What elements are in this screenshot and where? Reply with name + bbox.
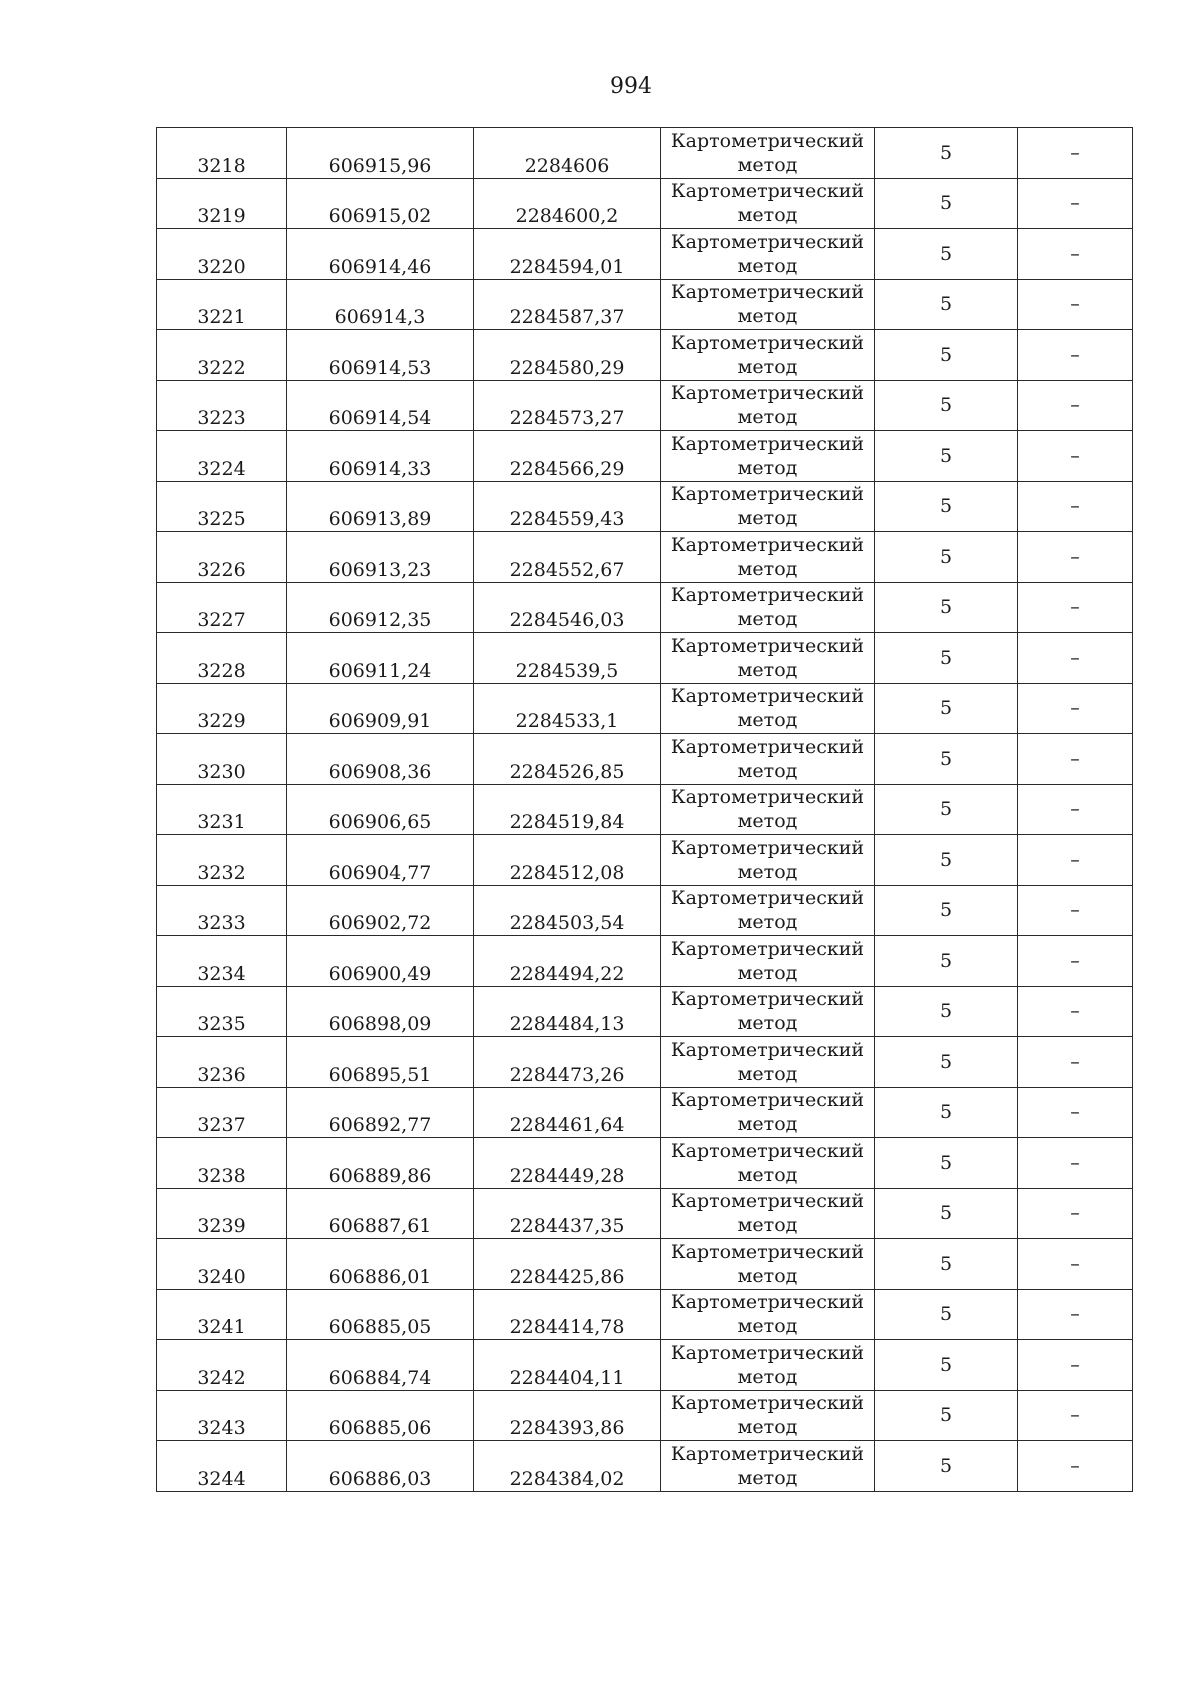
method-cell (661, 1188, 875, 1239)
method-line-1: Картометрический (670, 735, 865, 758)
table-row (157, 330, 1133, 381)
note-cell: – (1018, 633, 1133, 684)
method-line-2: метод (737, 810, 798, 833)
y-coordinate-cell: 2284519,84 (474, 784, 661, 835)
method-line-2: метод (737, 759, 798, 782)
method-line-1: Картометрический (670, 887, 865, 910)
table-row (157, 1188, 1133, 1239)
note-cell: – (1018, 683, 1133, 734)
accuracy-cell: 5 (875, 885, 1018, 936)
point-number-cell: 3232 (157, 835, 287, 886)
x-coordinate-cell: 606885,06 (287, 1390, 474, 1441)
table-row (157, 633, 1133, 684)
method-line-2: метод (737, 1315, 798, 1338)
method-cell (661, 229, 875, 280)
x-coordinate-cell: 606914,33 (287, 431, 474, 482)
x-coordinate-cell: 606898,09 (287, 986, 474, 1037)
method-line-1: Картометрический (670, 281, 865, 304)
accuracy-cell: 5 (875, 835, 1018, 886)
method-line-2: метод (737, 961, 798, 984)
method-cell (661, 481, 875, 532)
method-cell (661, 835, 875, 886)
note-cell: – (1018, 1138, 1133, 1189)
x-coordinate-cell: 606886,01 (287, 1239, 474, 1290)
y-coordinate-cell: 2284552,67 (474, 532, 661, 583)
method-line-2: метод (737, 507, 798, 530)
point-number-cell: 3231 (157, 784, 287, 835)
point-number-cell: 3236 (157, 1037, 287, 1088)
point-number-cell: 3223 (157, 380, 287, 431)
method-cell (661, 784, 875, 835)
accuracy-cell: 5 (875, 582, 1018, 633)
method-line-2: метод (737, 1466, 798, 1489)
point-number-cell: 3222 (157, 330, 287, 381)
method-line-1: Картометрический (670, 1442, 865, 1465)
method-line-2: метод (737, 204, 798, 227)
note-cell: – (1018, 582, 1133, 633)
accuracy-cell: 5 (875, 229, 1018, 280)
note-cell: – (1018, 1188, 1133, 1239)
point-number-cell: 3224 (157, 431, 287, 482)
method-cell (661, 1239, 875, 1290)
table-row (157, 582, 1133, 633)
method-line-2: метод (737, 456, 798, 479)
method-line-1: Картометрический (670, 382, 865, 405)
method-line-1: Картометрический (670, 1038, 865, 1061)
table-row (157, 380, 1133, 431)
point-number-cell: 3220 (157, 229, 287, 280)
method-cell (661, 128, 875, 179)
method-line-2: метод (737, 709, 798, 732)
y-coordinate-cell: 2284503,54 (474, 885, 661, 936)
table-row (157, 734, 1133, 785)
method-cell (661, 1037, 875, 1088)
table-row (157, 1289, 1133, 1340)
method-line-2: метод (737, 658, 798, 681)
y-coordinate-cell: 2284539,5 (474, 633, 661, 684)
method-cell (661, 1441, 875, 1492)
y-coordinate-cell: 2284546,03 (474, 582, 661, 633)
method-line-2: метод (737, 355, 798, 378)
x-coordinate-cell: 606887,61 (287, 1188, 474, 1239)
x-coordinate-cell: 606913,23 (287, 532, 474, 583)
x-coordinate-cell: 606914,53 (287, 330, 474, 381)
y-coordinate-cell: 2284533,1 (474, 683, 661, 734)
x-coordinate-cell: 606902,72 (287, 885, 474, 936)
y-coordinate-cell: 2284393,86 (474, 1390, 661, 1441)
point-number-cell: 3239 (157, 1188, 287, 1239)
accuracy-cell: 5 (875, 734, 1018, 785)
x-coordinate-cell: 606914,46 (287, 229, 474, 280)
x-coordinate-cell: 606914,54 (287, 380, 474, 431)
method-cell (661, 1087, 875, 1138)
note-cell: – (1018, 1340, 1133, 1391)
method-cell (661, 936, 875, 987)
table-row (157, 1390, 1133, 1441)
note-cell: – (1018, 128, 1133, 179)
x-coordinate-cell: 606911,24 (287, 633, 474, 684)
method-line-1: Картометрический (670, 937, 865, 960)
accuracy-cell: 5 (875, 279, 1018, 330)
method-line-2: метод (737, 1163, 798, 1186)
x-coordinate-cell: 606914,3 (287, 279, 474, 330)
method-line-1: Картометрический (670, 432, 865, 455)
method-line-1: Картометрический (670, 786, 865, 809)
accuracy-cell: 5 (875, 1037, 1018, 1088)
method-cell (661, 1340, 875, 1391)
table-row (157, 279, 1133, 330)
method-line-1: Картометрический (670, 988, 865, 1011)
point-number-cell: 3237 (157, 1087, 287, 1138)
method-line-1: Картометрический (670, 584, 865, 607)
x-coordinate-cell: 606900,49 (287, 936, 474, 987)
point-number-cell: 3233 (157, 885, 287, 936)
x-coordinate-cell: 606889,86 (287, 1138, 474, 1189)
note-cell: – (1018, 380, 1133, 431)
point-number-cell: 3227 (157, 582, 287, 633)
point-number-cell: 3226 (157, 532, 287, 583)
accuracy-cell: 5 (875, 1087, 1018, 1138)
note-cell: – (1018, 431, 1133, 482)
table-row (157, 128, 1133, 179)
method-cell (661, 1138, 875, 1189)
y-coordinate-cell: 2284559,43 (474, 481, 661, 532)
method-line-1: Картометрический (670, 836, 865, 859)
note-cell: – (1018, 784, 1133, 835)
table-row (157, 885, 1133, 936)
point-number-cell: 3241 (157, 1289, 287, 1340)
method-line-2: метод (737, 860, 798, 883)
method-line-2: метод (737, 911, 798, 934)
accuracy-cell: 5 (875, 633, 1018, 684)
coordinates-table-body (157, 128, 1133, 1492)
y-coordinate-cell: 2284473,26 (474, 1037, 661, 1088)
method-cell (661, 986, 875, 1037)
method-line-2: метод (737, 1264, 798, 1287)
x-coordinate-cell: 606906,65 (287, 784, 474, 835)
note-cell: – (1018, 885, 1133, 936)
note-cell: – (1018, 532, 1133, 583)
y-coordinate-cell: 2284526,85 (474, 734, 661, 785)
point-number-cell: 3238 (157, 1138, 287, 1189)
method-cell (661, 1289, 875, 1340)
method-line-2: метод (737, 1062, 798, 1085)
table-row (157, 835, 1133, 886)
method-line-2: метод (737, 305, 798, 328)
method-line-2: метод (737, 1012, 798, 1035)
method-cell (661, 330, 875, 381)
method-line-1: Картометрический (670, 1240, 865, 1263)
note-cell: – (1018, 1087, 1133, 1138)
y-coordinate-cell: 2284414,78 (474, 1289, 661, 1340)
note-cell: – (1018, 1239, 1133, 1290)
point-number-cell: 3243 (157, 1390, 287, 1441)
accuracy-cell: 5 (875, 128, 1018, 179)
point-number-cell: 3240 (157, 1239, 287, 1290)
method-cell (661, 1390, 875, 1441)
table-row (157, 1087, 1133, 1138)
table-row (157, 229, 1133, 280)
note-cell: – (1018, 1037, 1133, 1088)
x-coordinate-cell: 606915,02 (287, 178, 474, 229)
accuracy-cell: 5 (875, 532, 1018, 583)
method-line-1: Картометрический (670, 685, 865, 708)
accuracy-cell: 5 (875, 330, 1018, 381)
table-row (157, 1441, 1133, 1492)
y-coordinate-cell: 2284512,08 (474, 835, 661, 886)
accuracy-cell: 5 (875, 784, 1018, 835)
note-cell: – (1018, 1390, 1133, 1441)
accuracy-cell: 5 (875, 481, 1018, 532)
y-coordinate-cell: 2284594,01 (474, 229, 661, 280)
accuracy-cell: 5 (875, 380, 1018, 431)
y-coordinate-cell: 2284425,86 (474, 1239, 661, 1290)
y-coordinate-cell: 2284587,37 (474, 279, 661, 330)
method-line-1: Картометрический (670, 129, 865, 152)
y-coordinate-cell: 2284494,22 (474, 936, 661, 987)
method-cell (661, 279, 875, 330)
method-cell (661, 885, 875, 936)
accuracy-cell: 5 (875, 1188, 1018, 1239)
accuracy-cell: 5 (875, 1441, 1018, 1492)
accuracy-cell: 5 (875, 178, 1018, 229)
accuracy-cell: 5 (875, 1289, 1018, 1340)
y-coordinate-cell: 2284461,64 (474, 1087, 661, 1138)
table-row (157, 784, 1133, 835)
note-cell: – (1018, 279, 1133, 330)
table-row (157, 431, 1133, 482)
method-cell (661, 380, 875, 431)
method-cell (661, 633, 875, 684)
y-coordinate-cell: 2284606 (474, 128, 661, 179)
coordinates-table (156, 127, 1133, 1492)
table-row (157, 1138, 1133, 1189)
point-number-cell: 3225 (157, 481, 287, 532)
table-row (157, 178, 1133, 229)
method-line-1: Картометрический (670, 483, 865, 506)
method-cell (661, 178, 875, 229)
note-cell: – (1018, 986, 1133, 1037)
table-row (157, 532, 1133, 583)
method-cell (661, 582, 875, 633)
x-coordinate-cell: 606885,05 (287, 1289, 474, 1340)
method-line-1: Картометрический (670, 1392, 865, 1415)
y-coordinate-cell: 2284484,13 (474, 986, 661, 1037)
method-line-1: Картометрический (670, 230, 865, 253)
method-line-1: Картометрический (670, 634, 865, 657)
note-cell: – (1018, 481, 1133, 532)
accuracy-cell: 5 (875, 683, 1018, 734)
method-cell (661, 734, 875, 785)
method-line-2: метод (737, 1214, 798, 1237)
y-coordinate-cell: 2284580,29 (474, 330, 661, 381)
y-coordinate-cell: 2284437,35 (474, 1188, 661, 1239)
note-cell: – (1018, 936, 1133, 987)
y-coordinate-cell: 2284566,29 (474, 431, 661, 482)
method-line-2: метод (737, 254, 798, 277)
x-coordinate-cell: 606904,77 (287, 835, 474, 886)
method-line-2: метод (737, 406, 798, 429)
method-line-2: метод (737, 1365, 798, 1388)
table-row (157, 481, 1133, 532)
method-line-2: метод (737, 1416, 798, 1439)
accuracy-cell: 5 (875, 1239, 1018, 1290)
method-cell (661, 431, 875, 482)
note-cell: – (1018, 229, 1133, 280)
note-cell: – (1018, 1441, 1133, 1492)
accuracy-cell: 5 (875, 1340, 1018, 1391)
x-coordinate-cell: 606886,03 (287, 1441, 474, 1492)
x-coordinate-cell: 606912,35 (287, 582, 474, 633)
point-number-cell: 3242 (157, 1340, 287, 1391)
method-line-1: Картометрический (670, 1190, 865, 1213)
method-line-1: Картометрический (670, 1089, 865, 1112)
table-row (157, 1037, 1133, 1088)
method-cell (661, 683, 875, 734)
note-cell: – (1018, 835, 1133, 886)
x-coordinate-cell: 606892,77 (287, 1087, 474, 1138)
method-line-1: Картометрический (670, 533, 865, 556)
y-coordinate-cell: 2284573,27 (474, 380, 661, 431)
table-row (157, 1340, 1133, 1391)
x-coordinate-cell: 606915,96 (287, 128, 474, 179)
note-cell: – (1018, 178, 1133, 229)
accuracy-cell: 5 (875, 431, 1018, 482)
y-coordinate-cell: 2284449,28 (474, 1138, 661, 1189)
table-row (157, 986, 1133, 1037)
point-number-cell: 3229 (157, 683, 287, 734)
x-coordinate-cell: 606909,91 (287, 683, 474, 734)
note-cell: – (1018, 330, 1133, 381)
point-number-cell: 3219 (157, 178, 287, 229)
x-coordinate-cell: 606908,36 (287, 734, 474, 785)
x-coordinate-cell: 606884,74 (287, 1340, 474, 1391)
y-coordinate-cell: 2284404,11 (474, 1340, 661, 1391)
accuracy-cell: 5 (875, 1390, 1018, 1441)
x-coordinate-cell: 606913,89 (287, 481, 474, 532)
method-line-1: Картометрический (670, 1139, 865, 1162)
method-cell (661, 532, 875, 583)
page-number: 994 (610, 74, 652, 99)
point-number-cell: 3228 (157, 633, 287, 684)
table-row (157, 683, 1133, 734)
method-line-2: метод (737, 1113, 798, 1136)
accuracy-cell: 5 (875, 1138, 1018, 1189)
note-cell: – (1018, 1289, 1133, 1340)
point-number-cell: 3234 (157, 936, 287, 987)
method-line-1: Картометрический (670, 180, 865, 203)
point-number-cell: 3218 (157, 128, 287, 179)
method-line-2: метод (737, 557, 798, 580)
method-line-2: метод (737, 608, 798, 631)
y-coordinate-cell: 2284384,02 (474, 1441, 661, 1492)
method-line-1: Картометрический (670, 331, 865, 354)
point-number-cell: 3221 (157, 279, 287, 330)
y-coordinate-cell: 2284600,2 (474, 178, 661, 229)
accuracy-cell: 5 (875, 986, 1018, 1037)
point-number-cell: 3230 (157, 734, 287, 785)
point-number-cell: 3235 (157, 986, 287, 1037)
method-line-1: Картометрический (670, 1291, 865, 1314)
method-line-1: Картометрический (670, 1341, 865, 1364)
method-line-2: метод (737, 153, 798, 176)
x-coordinate-cell: 606895,51 (287, 1037, 474, 1088)
accuracy-cell: 5 (875, 936, 1018, 987)
point-number-cell: 3244 (157, 1441, 287, 1492)
note-cell: – (1018, 734, 1133, 785)
table-row (157, 936, 1133, 987)
table-row (157, 1239, 1133, 1290)
